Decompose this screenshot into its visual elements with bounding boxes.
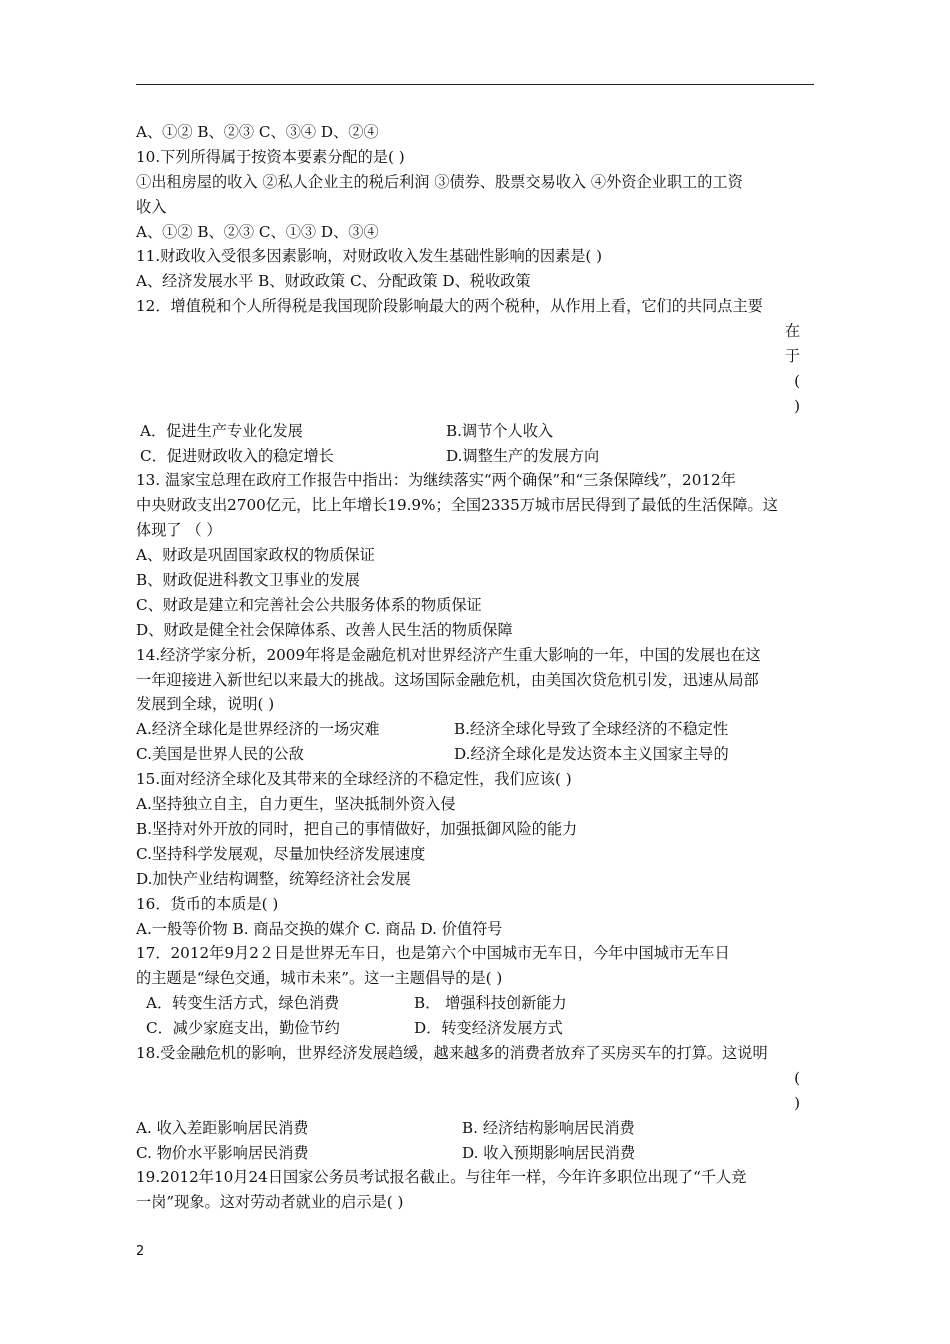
q17-option-b: B． 增强科技创新能力 bbox=[414, 994, 567, 1013]
q11-stem: 11.财政收入受很多因素影响，对财政收入发生基础性影响的因素是( ) bbox=[136, 247, 603, 266]
q14-options-row-2 bbox=[136, 742, 814, 767]
q12-option-d: D.调整生产的发展方向 bbox=[446, 446, 600, 465]
q14-options-row-1 bbox=[136, 717, 814, 742]
q18-options-row-2 bbox=[136, 1141, 814, 1166]
q13-stem-cont-2: 体现了 （ ） bbox=[136, 521, 222, 540]
q19-stem: 19.2012年10月24日国家公务员考试报名截止。与往年一样，今年许多职位出现了“千人竞 bbox=[136, 1168, 747, 1187]
header-rule bbox=[136, 84, 814, 85]
exam-page-body bbox=[136, 120, 814, 1215]
q15-stem: 15.面对经济全球化及其带来的全球经济的不稳定性，我们应该( ) bbox=[136, 770, 572, 789]
q18-paren-open: ( bbox=[794, 1068, 800, 1087]
q16-options: A.一般等价物 B. 商品交换的媒介 C. 商品 D. 价值符号 bbox=[136, 919, 503, 938]
q12-option-c: C．促进财政收入的稳定增长 bbox=[140, 446, 334, 465]
q12-stem-cont-1: 在 bbox=[784, 322, 800, 341]
q19-stem-cont: 一岗”现象。这对劳动者就业的启示是( ) bbox=[136, 1193, 404, 1212]
q18-option-d: D. 收入预期影响居民消费 bbox=[462, 1143, 636, 1162]
q10-options: A、①② B、②③ C、①③ D、③④ bbox=[136, 222, 379, 241]
q15-option-d: D.加快产业结构调整，统筹经济社会发展 bbox=[136, 869, 411, 888]
q13-stem: 13. 温家宝总理在政府工作报告中指出：为继续落实“两个确保”和“三条保障线”，2012年 bbox=[136, 471, 736, 490]
q15-option-c: C.坚持科学发展观，尽量加快经济发展速度 bbox=[136, 844, 426, 863]
q15-option-b: B.坚持对外开放的同时，把自己的事情做好，加强抵御风险的能力 bbox=[136, 819, 578, 838]
q12-paren-close: ) bbox=[794, 396, 800, 415]
q12-paren-open: ( bbox=[794, 371, 800, 390]
q18-paren-close: ) bbox=[794, 1093, 800, 1112]
q13-option-a: A、财政是巩固国家政权的物质保证 bbox=[136, 546, 375, 565]
q17-stem: 17．2012年9月2２日是世界无车日，也是第六个中国城市无车日，今年中国城市无车日 bbox=[136, 944, 730, 963]
q18-option-b: B. 经济结构影响居民消费 bbox=[462, 1118, 635, 1137]
q12-option-a: A．促进生产专业化发展 bbox=[140, 421, 303, 440]
q13-option-d: D、财政是健全社会保障体系、改善人民生活的物质保障 bbox=[136, 620, 513, 639]
q14-option-d: D.经济全球化是发达资本主义国家主导的 bbox=[454, 745, 729, 764]
q14-stem-cont-2: 发展到全球，说明( ) bbox=[136, 695, 275, 714]
q18-option-c: C. 物价水平影响居民消费 bbox=[136, 1143, 309, 1162]
q17-options-row-2 bbox=[136, 1016, 814, 1041]
q9-options: A、①② B、②③ C、③④ D、②④ bbox=[136, 123, 379, 141]
q10-stem: 10.下列所得属于按资本要素分配的是( ) bbox=[136, 147, 405, 166]
q12-options-row-2 bbox=[136, 444, 814, 469]
q10-items: ①出租房屋的收入 ②私人企业主的税后利润 ③债券、股票交易收入 ④外资企业职工的工资 bbox=[136, 172, 743, 191]
q12-stem: 12．增值税和个人所得税是我国现阶段影响最大的两个税种，从作用上看，它们的共同点主要 bbox=[136, 297, 763, 316]
page-number: 2 bbox=[136, 1244, 145, 1259]
q12-stem-cont-2: 于 bbox=[784, 347, 800, 366]
q18-options-row-1 bbox=[136, 1116, 814, 1141]
q11-options: A、经济发展水平 B、财政政策 C、分配政策 D、税收政策 bbox=[136, 272, 531, 291]
q17-option-d: D．转变经济发展方式 bbox=[414, 1019, 563, 1038]
q15-option-a: A.坚持独立自主，自力更生，坚决抵制外资入侵 bbox=[136, 795, 456, 814]
q17-stem-cont: 的主题是“绿色交通，城市未来”。这一主题倡导的是( ) bbox=[136, 969, 503, 988]
q18-option-a: A. 收入差距影响居民消费 bbox=[136, 1118, 309, 1137]
q14-option-b: B.经济全球化导致了全球经济的不稳定性 bbox=[454, 720, 729, 739]
q12-option-b: B.调节个人收入 bbox=[446, 421, 554, 440]
q14-stem: 14.经济学家分析，2009年将是金融危机对世界经济产生重大影响的一年，中国的发展也在这 bbox=[136, 645, 761, 664]
q14-option-a: A.经济全球化是世界经济的一场灾难 bbox=[136, 720, 380, 739]
q14-option-c: C.美国是世界人民的公敌 bbox=[136, 745, 304, 764]
q13-option-c: C、财政是建立和完善社会公共服务体系的物质保证 bbox=[136, 595, 482, 614]
q17-option-c: C．减少家庭支出，勤俭节约 bbox=[146, 1019, 340, 1038]
q10-items-cont: 收入 bbox=[136, 197, 167, 216]
q14-stem-cont-1: 一年迎接进入新世纪以来最大的挑战。这场国际金融危机，由美国次贷危机引发，迅速从局部 bbox=[136, 670, 759, 689]
q13-option-b: B、财政促进科教文卫事业的发展 bbox=[136, 571, 360, 590]
q13-stem-cont-1: 中央财政支出2700亿元，比上年增长19.9%；全国2335万城市居民得到了最低的生活保障。这 bbox=[136, 496, 778, 515]
q17-option-a: A．转变生活方式，绿色消费 bbox=[146, 994, 340, 1013]
q18-stem: 18.受金融危机的影响，世界经济发展趋缓，越来越多的消费者放弃了买房买车的打算。这说明 bbox=[136, 1043, 768, 1062]
q17-options-row-1 bbox=[136, 991, 814, 1016]
q16-stem: 16．货币的本质是( ) bbox=[136, 894, 279, 913]
q12-options-row-1 bbox=[136, 419, 814, 444]
